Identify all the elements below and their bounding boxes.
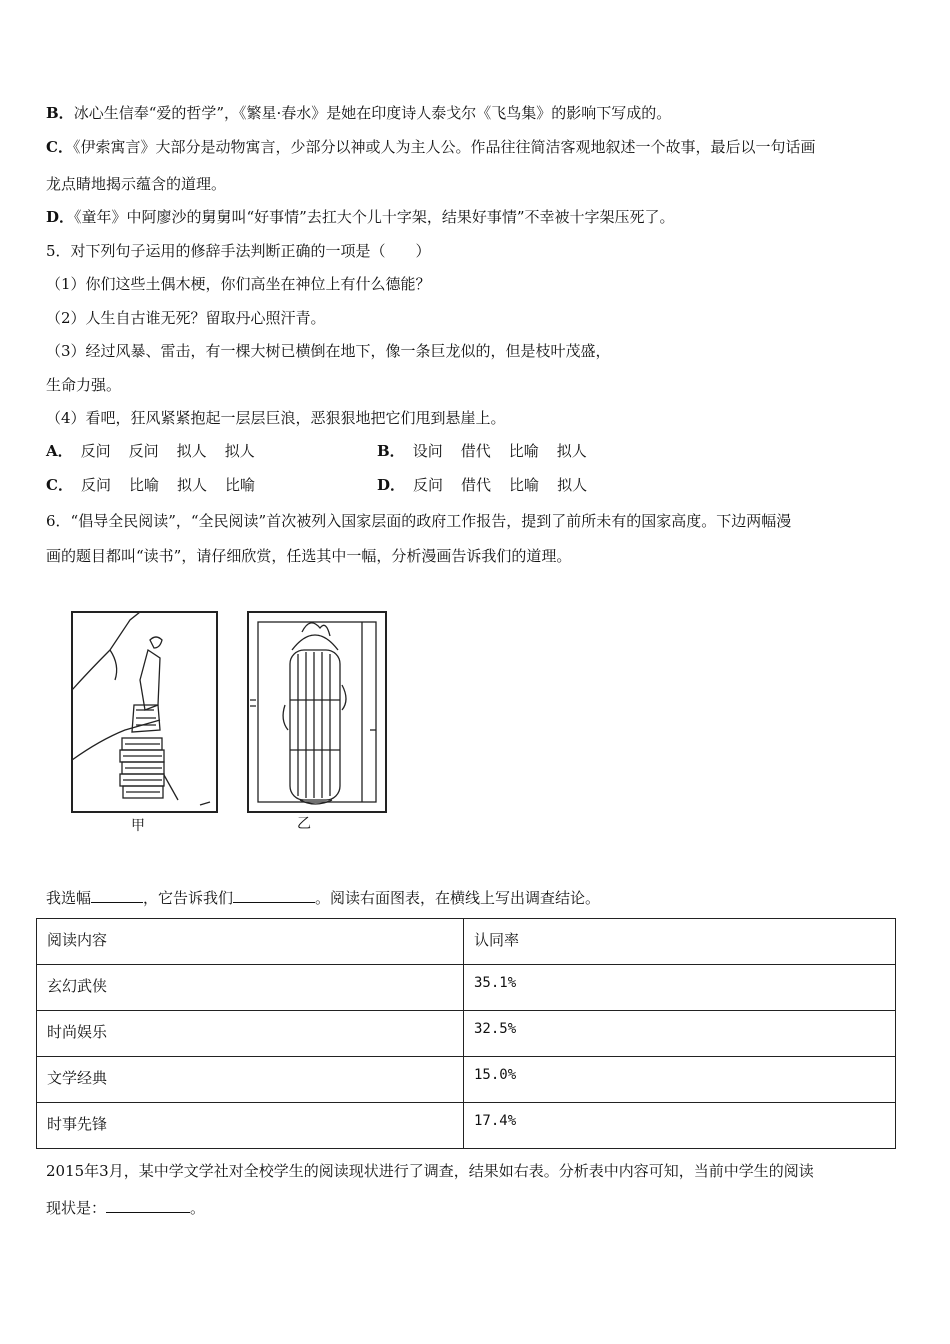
caption-right: 乙 — [297, 816, 311, 832]
conclusion-answer-line: 现状是： 。 — [46, 1199, 206, 1217]
sentence-3: （3）经过风暴、雷击，有一棵大树已横倒在地下，像一条巨龙似的，但是枝叶茂盛， — [46, 342, 611, 360]
option-label: B． — [46, 104, 74, 122]
table-cell: 15.0% — [464, 1057, 896, 1103]
caption-left: 甲 — [131, 818, 145, 834]
option-label: C． — [46, 138, 73, 156]
question-6-stem-continued: 画的题目都叫“读书”，请仔细欣赏，任选其中一幅，分析漫画告诉我们的道理。 — [46, 547, 572, 565]
table-cell: 时尚娱乐 — [37, 1011, 464, 1057]
table-row — [37, 1103, 896, 1149]
cartoon-drawing — [70, 610, 390, 840]
table-row — [37, 1011, 896, 1057]
table-cell: 17.4% — [464, 1103, 896, 1149]
option-c-continued: 龙点睛地揭示蕴含的道理。 — [46, 175, 227, 193]
option-b — [46, 103, 671, 123]
table-row — [37, 965, 896, 1011]
question-6-stem: 6．“倡导全民阅读”，“全民阅读”首次被列入国家层面的政府工作报告，提到了前所未有的国家高度。下边两幅漫 — [46, 512, 792, 530]
table-cell: 文学经典 — [37, 1057, 464, 1103]
option-text: 《童年》中阿廖沙的舅舅叫“好事情”去扛大个儿十字架，结果好事情”不幸被十字架压死了。 — [74, 208, 675, 226]
table-header-cell: 阅读内容 — [37, 919, 464, 965]
sentence-4: （4）看吧，狂风紧紧抱起一层层巨浪，恶狠狠地把它们甩到悬崖上。 — [46, 409, 506, 427]
table-cell: 玄幻武侠 — [37, 965, 464, 1011]
question-5-stem: 5．对下列句子运用的修辞手法判断正确的一项是（ ） — [46, 242, 431, 260]
sentence-2: （2）人生自古谁无死？留取丹心照汗青。 — [46, 309, 326, 327]
q5-option-a: A． 反问 反问 拟人 拟人 — [46, 442, 255, 460]
option-d — [46, 207, 675, 227]
cartoon-right — [248, 612, 386, 812]
blank-meaning[interactable] — [233, 888, 315, 903]
table-row — [37, 1057, 896, 1103]
option-label: B． — [377, 442, 405, 460]
cartoon-figures — [70, 610, 390, 840]
survey-table — [36, 918, 896, 1149]
blank-conclusion[interactable] — [106, 1198, 190, 1213]
table-cell: 35.1% — [464, 965, 896, 1011]
option-text: 《伊索寓言》大部分是动物寓言，少部分以神或人为主人公。作品往往简洁客观地叙述一个故事，最后以一句话画 — [72, 138, 816, 156]
cartoon-left — [72, 612, 217, 812]
option-c — [46, 137, 815, 157]
table-cell: 32.5% — [464, 1011, 896, 1057]
option-label: D． — [377, 476, 406, 494]
table-cell: 时事先锋 — [37, 1103, 464, 1149]
q5-option-c: C． 反问 比喻 拟人 比喻 — [46, 476, 256, 494]
conclusion-text: 2015年3月，某中学文学社对全校学生的阅读现状进行了调查，结果如右表。分析表中内容可知，当前中学生的阅读 — [46, 1162, 814, 1180]
q5-option-b: B． 设问 借代 比喻 拟人 — [377, 442, 587, 460]
answer-line: 我选幅 ，它告诉我们 。阅读右面图表，在横线上写出调查结论。 — [46, 889, 601, 907]
sentence-1: （1）你们这些土偶木梗，你们高坐在神位上有什么德能？ — [46, 275, 431, 293]
q5-option-d: D． 反问 借代 比喻 拟人 — [377, 476, 588, 494]
option-label: D． — [46, 208, 75, 226]
table-header-row — [37, 919, 896, 965]
option-label: A． — [46, 442, 73, 460]
sentence-3-continued: 生命力强。 — [46, 376, 122, 394]
blank-choice[interactable] — [91, 888, 143, 903]
option-label: C． — [46, 476, 73, 494]
option-text: 冰心生信奉“爱的哲学”，《繁星·春水》是她在印度诗人泰戈尔《飞鸟集》的影响下写成的。 — [73, 104, 672, 122]
table-header-cell: 认同率 — [464, 919, 896, 965]
